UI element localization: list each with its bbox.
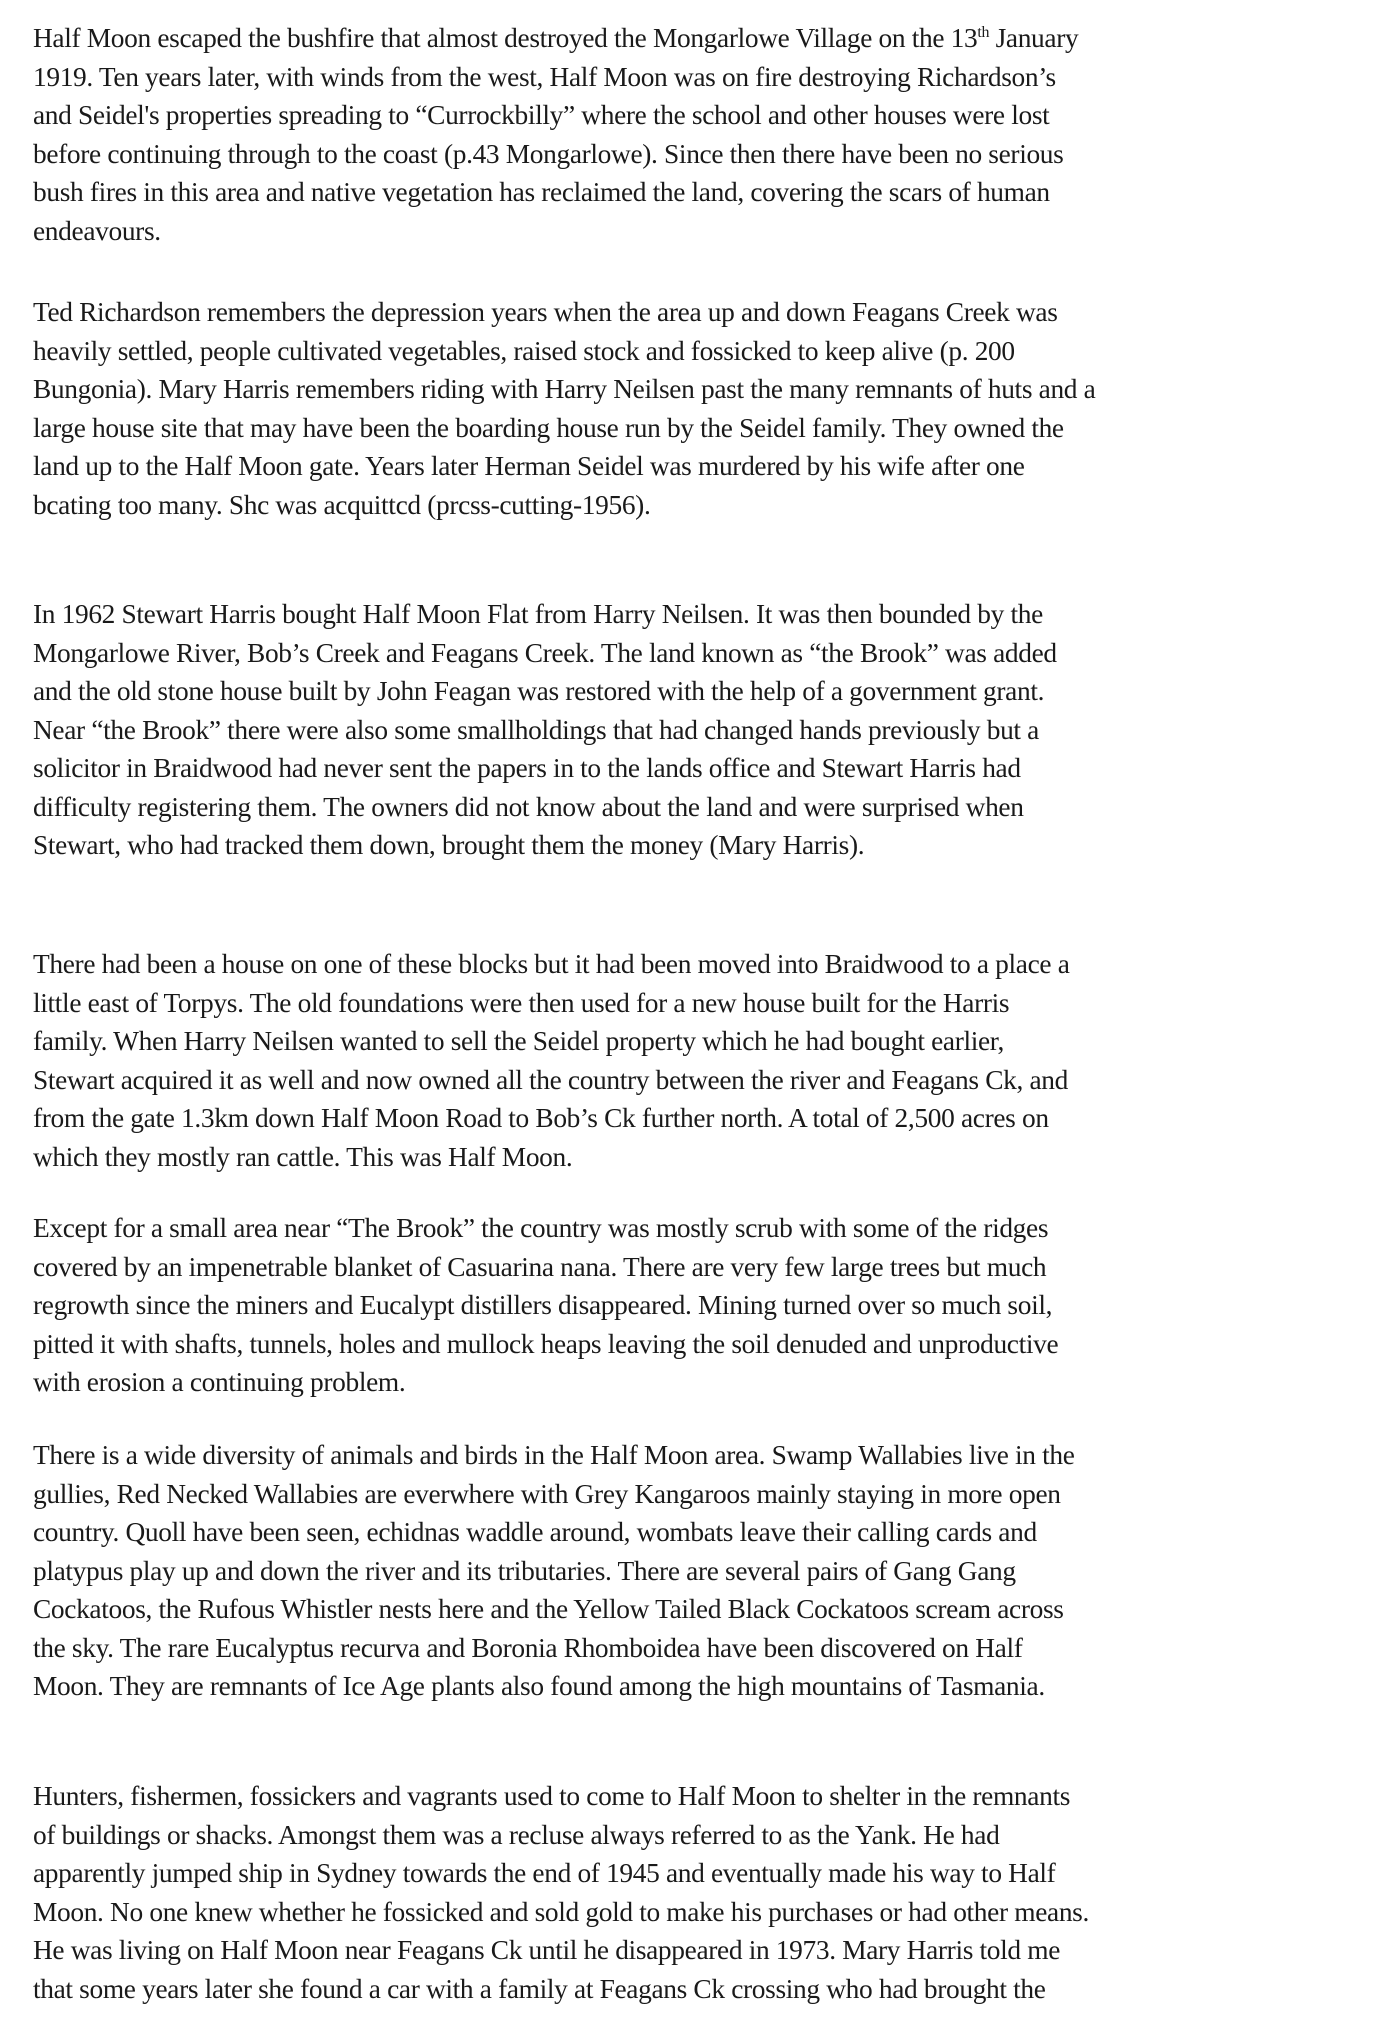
text-line: In 1962 Stewart Harris bought Half Moon Flat from Harry Neilsen. It was then bounded by the: [33, 598, 1043, 629]
text-line: heavily settled, people cultivated vegetables, raised stock and fossicked to keep alive (p. 200: [33, 334, 1015, 366]
text-line: Stewart, who had tracked them down, brought them the money (Mary Harris).: [33, 829, 865, 860]
paragraph-bushfire: [33, 19, 1363, 250]
text-line: difficulty registering them. The owners did not know about the land and were surprised when: [33, 790, 1024, 822]
text-line: regrowth since the miners and Eucalypt distillers disappeared. Mining turned over so much soil,: [33, 1289, 1053, 1320]
text-line: country. Quoll have been seen, echidnas waddle around, wombats leave their calling cards and: [33, 1516, 1037, 1547]
text-line: of buildings or shacks. Amongst them was a recluse always referred to as the Yank. He had: [33, 1818, 1000, 1850]
text-line: Stewart acquired it as well and now owned all the country between the river and Feagans Ck, and: [33, 1063, 1069, 1095]
text-line: Moon. They are remnants of Ice Age plants also found among the high mountains of Tasmania.: [33, 1670, 1045, 1701]
text-line: covered by an impenetrable blanket of Casuarina nana. There are very few large trees but much: [33, 1250, 1047, 1282]
text-line: Hunters, fishermen, fossickers and vagrants used to come to Half Moon to shelter in the remnants: [33, 1780, 1071, 1811]
text-line: There is a wide diversity of animals and birds in the Half Moon area. Swamp Wallabies live in the: [33, 1439, 1075, 1470]
text-line: from the gate 1.3km down Half Moon Road to Bob’s Ck further north. A total of 2,500 acres on: [33, 1102, 1049, 1133]
text-line: There had been a house on one of these blocks but it had been moved into Braidwood to a place a: [33, 948, 1070, 979]
text-line: with erosion a continuing problem.: [33, 1366, 406, 1397]
text-line: 1919. Ten years later, with winds from the west, Half Moon was on fire destroying Richardson’s: [33, 60, 1056, 92]
ordinal-superscript: th: [977, 23, 990, 41]
text-line: platypus play up and down the river and its tributaries. There are several pairs of Gang Gang: [33, 1554, 1016, 1586]
paragraph-depression-years: [33, 293, 1363, 524]
text-line: gullies, Red Necked Wallabies are everwhere with Grey Kangaroos mainly staying in more open: [33, 1477, 1061, 1509]
text-line: bcating too many. Shc was acquittcd (prcss-cutting-1956).: [33, 488, 651, 520]
text-line: before continuing through to the coast (p.43 Mongarlowe). Since then there have been no serious: [33, 137, 1064, 169]
text-line: Bungonia). Mary Harris remembers riding with Harry Neilsen past the many remnants of huts and a: [33, 373, 1096, 404]
text-line: which they mostly ran cattle. This was Half Moon.: [33, 1140, 573, 1172]
text-line: land up to the Half Moon gate. Years later Herman Seidel was murdered by his wife after one: [33, 450, 1025, 481]
paragraph-harris-house: [33, 945, 1363, 1176]
text-line: bush fires in this area and native vegetation has reclaimed the land, covering the scars of human: [33, 176, 1050, 207]
text-line: the sky. The rare Eucalyptus recurva and Boronia Rhomboidea have been discovered on Half: [33, 1631, 1023, 1663]
text-line: Mongarlowe River, Bob’s Creek and Feagans Creek. The land known as “the Brook” was added: [33, 636, 1057, 668]
text-line: Near “the Brook” there were also some smallholdings that had changed hands previously but a: [33, 713, 1040, 745]
text-line: and the old stone house built by John Feagan was restored with the help of a government grant.: [33, 675, 1045, 706]
text-line: large house site that may have been the boarding house run by the Seidel family. They owned the: [33, 411, 1064, 443]
text-line: that some years later she found a car with a family at Feagans Ck crossing who had brought the: [33, 1972, 1046, 2004]
text-line: solicitor in Braidwood had never sent the papers in to the lands office and Stewart Harris had: [33, 752, 1021, 783]
text-line: apparently jumped ship in Sydney towards the end of 1945 and eventually made his way to Half: [33, 1857, 1056, 1888]
text-line: endeavours.: [33, 214, 161, 246]
paragraph-stewart-harris-purchase: [33, 595, 1363, 865]
text-line: Except for a small area near “The Brook” the country was mostly scrub with some of the ridges: [33, 1212, 1049, 1243]
text-line: little east of Torpys. The old foundations were then used for a new house built for the Harris: [33, 986, 1010, 1018]
paragraph-scrub-country: [33, 1209, 1363, 1402]
text-line: Cockatoos, the Rufous Whistler nests here and the Yellow Tailed Black Cockatoos scream across: [33, 1593, 1064, 1624]
text-line: Half Moon escaped the bushfire that almost destroyed the Mongarlowe Village on the 13th January: [33, 22, 1079, 53]
text-line: and Seidel's properties spreading to “Currockbilly” where the school and other houses were lost: [33, 99, 1050, 130]
text-line: family. When Harry Neilsen wanted to sell the Seidel property which he had bought earlier,: [33, 1025, 1004, 1056]
paragraph-the-yank: [33, 1777, 1363, 2008]
text-line: Ted Richardson remembers the depression years when the area up and down Feagans Creek was: [33, 296, 1058, 327]
text-line: He was living on Half Moon near Feagans Ck until he disappeared in 1973. Mary Harris told me: [33, 1934, 1061, 1965]
text-line: Moon. No one knew whether he fossicked and sold gold to make his purchases or had other means.: [33, 1895, 1089, 1927]
paragraph-wildlife: [33, 1436, 1363, 1706]
text-line: pitted it with shafts, tunnels, holes and mullock heaps leaving the soil denuded and unproductive: [33, 1327, 1059, 1359]
